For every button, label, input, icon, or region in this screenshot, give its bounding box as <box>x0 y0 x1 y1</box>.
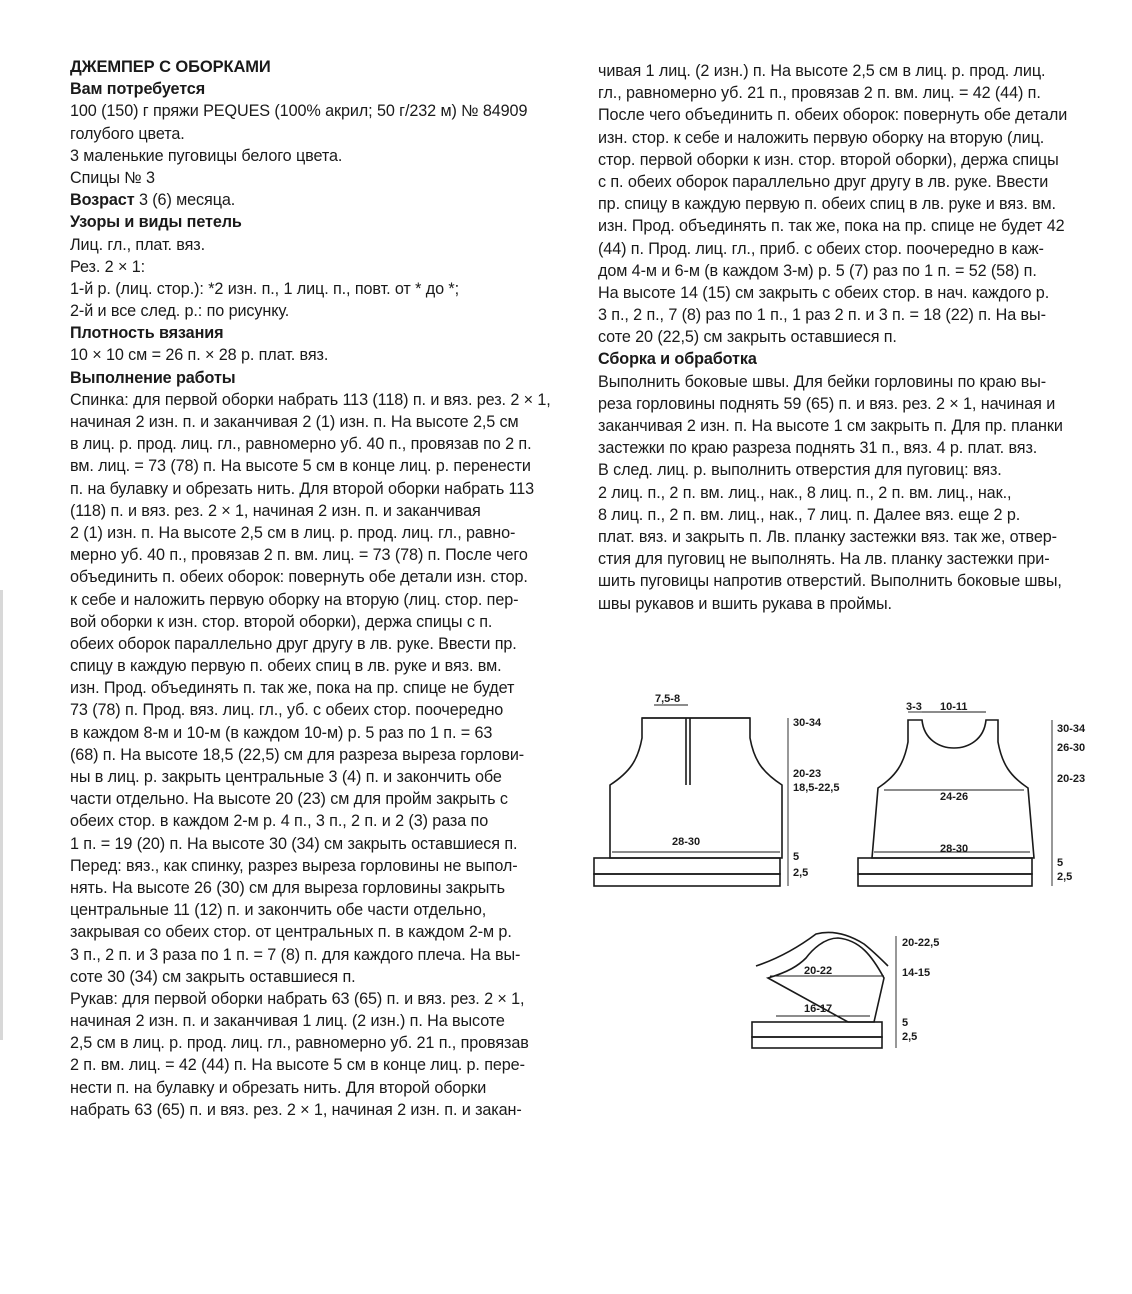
sleeve-cap-label: 20-22,5 <box>902 937 940 949</box>
sleeve-schematic <box>752 932 896 1048</box>
text-line: соте 20 (22,5) см закрыть оставшиеся п. <box>598 328 897 347</box>
text-line: вой оборки к изн. стор. второй оборки), держа спицы с п. <box>70 612 493 631</box>
text-line: 2-й и все след. р.: по рисунку. <box>70 302 290 321</box>
text-line: спицу в каждую первую п. обеих спиц в лв. руке и вяз. вм. <box>70 657 502 676</box>
text-line: (44) п. Прод. лиц. гл., приб. с обеих стор. поочередно в каж- <box>598 239 1044 258</box>
scan-edge <box>0 590 3 1040</box>
text-line: в каждом 8-м и 10-м (в каждом 10-м) р. 5 раз по 1 п. = 63 <box>70 723 493 742</box>
text-line: в лиц. р. прод. лиц. гл., равномерно уб. 40 п., провязав по 2 п. <box>70 435 532 454</box>
text-line: В след. лиц. р. выполнить отверстия для пуговиц: вяз. <box>598 461 1002 480</box>
text-line: плат. вяз. и закрыть п. Лв. планку застежки вяз. так же, отвер- <box>598 527 1057 546</box>
text-line: (68) п. На высоте 18,5 (22,5) см для разреза выреза горлови- <box>70 745 525 764</box>
front-height-label: 30-34 <box>1057 723 1086 735</box>
front-armhole-label: 20-23 <box>1057 773 1086 785</box>
text-line: ны в лиц. р. закрыть центральные 3 (4) п. и закончить обе <box>70 768 502 786</box>
text-line: швы рукавов и вшить рукава в проймы. <box>598 594 892 613</box>
text-line: 2 лиц. п., 2 п. вм. лиц., нак., 8 лиц. п., 2 п. вм. лиц., нак., <box>598 483 1012 502</box>
text-line: гл., равномерно уб. 21 п., провязав 2 п. вм. лиц. = 42 (44) п. <box>598 84 1041 103</box>
text-line: центральные 11 (12) п. и закончить обе части отдельно, <box>70 901 487 920</box>
text-line: вм. лиц. = 73 (78) п. На высоте 5 см в конце лиц. р. перенести <box>70 457 531 476</box>
text-line: дом 4-м и 6-м (в каждом 3-м) р. 5 (7) раз по 1 п. = 52 (58) п. <box>598 261 1037 280</box>
back-neck-label: 7,5-8 <box>655 693 681 705</box>
text-line: изн. Прод. объединять п. так же, пока на пр. спице не будет <box>70 679 515 698</box>
front-neck-label: 10-11 <box>940 701 968 713</box>
left-column <box>70 56 570 1121</box>
text-line: Перед: вяз., как спинку, разрез выреза горловины не выпол- <box>70 856 518 875</box>
text-line: После чего объединить п. обеих оборок: повернуть обе детали <box>598 106 1068 125</box>
text-line: обеих стор. в каждом 2-м р. 4 п., 3 п., 2 п. и 2 (3) раза по <box>70 812 489 831</box>
text-line: 3 п., 2 п. и 3 раза по 1 п. = 7 (8) п. для каждого плеча. На вы- <box>70 945 521 964</box>
back-height-label: 30-34 <box>793 717 822 729</box>
section-heading: Сборка и обработка <box>598 350 757 369</box>
text-line: набрать 63 (65) п. и вяз. рез. 2 × 1, начиная 2 изн. п. и закан- <box>70 1100 522 1119</box>
text-line: 8 лиц. п., 2 п. вм. лиц., нак., 7 лиц. п. Далее вяз. еще 2 р. <box>598 505 1021 524</box>
text-line: с п. обеих оборок параллельно друг другу в лв. руке. Ввести <box>598 172 1049 191</box>
text-line: 3 маленькие пуговицы белого цвета. <box>70 146 343 165</box>
text-line: части отдельно. На высоте 20 (23) см для пройм закрыть с <box>70 790 508 809</box>
text-line: (118) п. и вяз. рез. 2 × 1, начиная 2 изн. п. и заканчивая <box>70 501 481 520</box>
section-heading: Узоры и виды петель <box>70 213 242 232</box>
text-line: мерно уб. 40 п., провязав 2 п. вм. лиц. = 73 (78) п. После чего <box>70 546 528 565</box>
text-line: к себе и наложить первую оборку на вторую (лиц. стор. пер- <box>70 590 519 609</box>
section-heading: Вам потребуется <box>70 80 206 99</box>
text-line: 3 п., 2 п., 7 (8) раз по 1 п., 1 раз 2 п. и 3 п. = 18 (22) п. На вы- <box>598 306 1046 325</box>
text-line: начиная 2 изн. п. и заканчивая 2 (1) изн. п. На высоте 2,5 см <box>70 413 519 431</box>
front-neckdepth-label: 26-30 <box>1057 742 1086 754</box>
front-upper-label: 24-26 <box>940 791 969 803</box>
sleeve-length-label: 14-15 <box>902 967 931 979</box>
inline-value: 3 (6) месяца. <box>134 191 236 210</box>
text-line: 100 (150) г пряжи PEQUES (100% акрил; 50 г/232 м) № 84909 <box>70 102 528 121</box>
text-line: 1 п. = 19 (20) п. На высоте 30 (34) см закрыть оставшиеся п. <box>70 834 518 853</box>
text-line: Рез. 2 × 1: <box>70 257 145 276</box>
text-line: чивая 1 лиц. (2 изн.) п. На высоте 2,5 см в лиц. р. прод. лиц. <box>598 62 1046 80</box>
article-title: ДЖЕМПЕР С ОБОРКАМИ <box>70 58 271 76</box>
back-ruffle2-label: 2,5 <box>793 867 809 879</box>
inline-label: Возраст <box>70 191 135 210</box>
section-heading: Плотность вязания <box>70 324 224 343</box>
sleeve-top-label: 20-22 <box>804 965 833 977</box>
text-line: п. на булавку и обрезать нить. Для второй оборки набрать 113 <box>70 479 535 498</box>
text-line: Лиц. гл., плат. вяз. <box>70 235 205 254</box>
text-line: нять. На высоте 26 (30) см для выреза горловины закрыть <box>70 878 505 897</box>
text-line: стор. первой оборки к изн. стор. второй оборки), держа спицы <box>598 150 1059 169</box>
right-column <box>598 60 1108 615</box>
sleeve-bottom-label: 16-17 <box>804 1003 833 1015</box>
text-line: Спицы № 3 <box>70 168 155 187</box>
text-line: 73 (78) п. Прод. вяз. лиц. гл., уб. с обеих стор. поочередно <box>70 701 504 720</box>
back-ruffle1-label: 5 <box>793 851 800 863</box>
text-line: реза горловины поднять 59 (65) п. и вяз. рез. 2 × 1, начиная и <box>598 394 1056 413</box>
text-line: голубого цвета. <box>70 124 185 143</box>
front-schematic <box>858 712 1052 886</box>
text-line: Спинка: для первой оборки набрать 113 (118) п. и вяз. рез. 2 × 1, <box>70 390 551 409</box>
back-width-label: 28-30 <box>672 836 701 848</box>
text-line: 2 п. вм. лиц. = 42 (44) п. На высоте 5 см в конце лиц. р. пере- <box>70 1056 525 1075</box>
text-line: 10 × 10 см = 26 п. × 28 р. плат. вяз. <box>70 346 329 365</box>
front-ruffle1-label: 5 <box>1057 857 1064 869</box>
text-line: начиная 2 изн. п. и заканчивая 1 лиц. (2 изн.) п. На высоте <box>70 1012 505 1031</box>
back-slit-label: 18,5-22,5 <box>793 782 840 794</box>
front-shoulder-label: 3-3 <box>906 701 922 713</box>
text-line: стия для пуговиц не выполнять. На лв. планку застежки при- <box>598 550 1050 569</box>
text-line: объединить п. обеих оборок: повернуть обе детали изн. стор. <box>70 568 528 587</box>
text-line: На высоте 14 (15) см закрыть с обеих стор. в нач. каждого р. <box>598 283 1050 302</box>
back-armhole-label: 20-23 <box>793 768 822 780</box>
front-ruffle2-label: 2,5 <box>1057 871 1073 883</box>
front-width-label: 28-30 <box>940 843 969 855</box>
text-line: изн. стор. к себе и наложить первую оборку на вторую (лиц. <box>598 128 1045 147</box>
text-line: изн. Прод. объединять п. так же, пока на пр. спице не будет 42 <box>598 217 1065 236</box>
section-heading: Выполнение работы <box>70 368 236 387</box>
back-schematic <box>594 705 788 886</box>
text-line: нести п. на булавку и обрезать нить. Для второй оборки <box>70 1078 487 1097</box>
text-line <box>70 189 570 211</box>
sleeve-ruffle1-label: 5 <box>902 1017 909 1029</box>
text-line: 1-й р. (лиц. стор.): *2 изн. п., 1 лиц. п., повт. от * до *; <box>70 279 459 298</box>
sleeve-ruffle2-label: 2,5 <box>902 1031 918 1043</box>
text-line: обеих оборок параллельно друг другу в лв. руке. Ввести пр. <box>70 634 517 653</box>
text-line: 2,5 см в лиц. р. прод. лиц. гл., равномерно уб. 21 п., провязав <box>70 1034 529 1053</box>
text-line: заканчивая 2 изн. п. На высоте 1 см закрыть п. Для пр. планки <box>598 417 1063 435</box>
text-line: соте 30 (34) см закрыть оставшиеся п. <box>70 967 356 986</box>
text-line: Рукав: для первой оборки набрать 63 (65) п. и вяз. рез. 2 × 1, <box>70 989 525 1008</box>
text-line: закрывая со обеих стор. от центральных п. в каждом 2-м р. <box>70 923 512 942</box>
text-line: застежки по краю разреза поднять 31 п., вяз. 4 р. плат. вяз. <box>598 439 1038 458</box>
text-line: Выполнить боковые швы. Для бейки горловины по краю вы- <box>598 372 1047 391</box>
text-line: 2 (1) изн. п. На высоте 2,5 см в лиц. р. прод. лиц. гл., равно- <box>70 523 516 542</box>
text-line: пр. спицу в каждую первую п. обеих спиц в лв. руке и вяз. вм. <box>598 195 1056 214</box>
text-line: шить пуговицы напротив отверстий. Выполнить боковые швы, <box>598 572 1062 591</box>
